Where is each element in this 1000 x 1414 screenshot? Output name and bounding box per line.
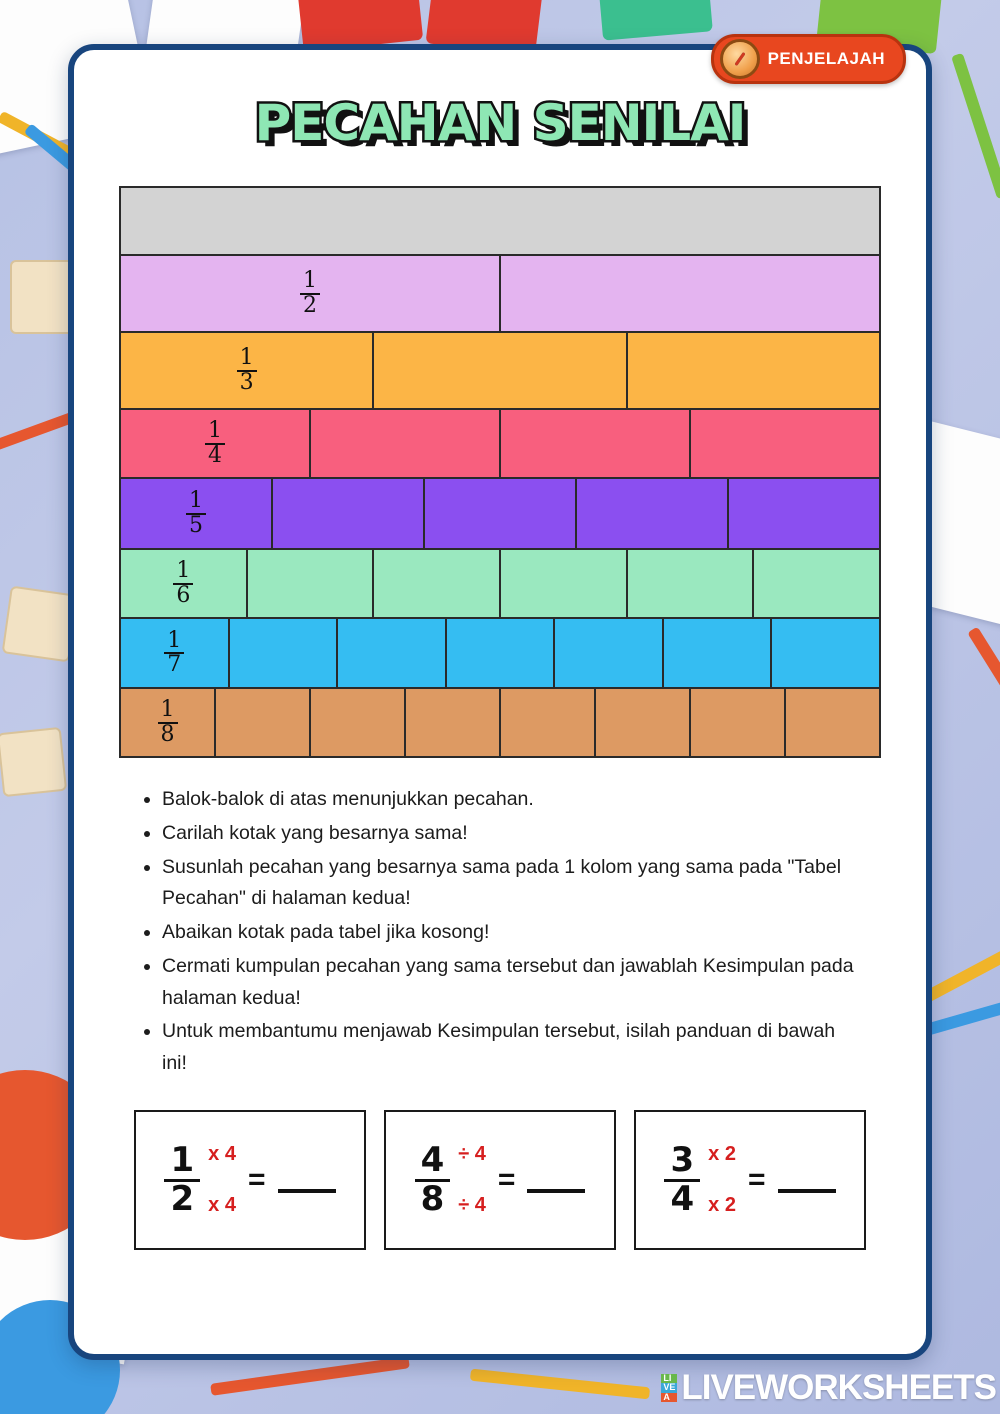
fraction-label: $\frac{1}{8}$ bbox=[158, 699, 178, 746]
fraction-cell[interactable] bbox=[121, 550, 248, 617]
bg-pencil bbox=[967, 626, 1000, 785]
fraction-label: $\frac{1}{5}$ bbox=[186, 490, 206, 537]
fraction-row bbox=[121, 479, 879, 550]
fraction-label: $\frac{1}{7}$ bbox=[164, 630, 184, 677]
bg-pencil bbox=[470, 1369, 650, 1400]
instructions-block bbox=[140, 784, 864, 1080]
liveworksheets-watermark bbox=[661, 1368, 996, 1408]
fraction-cell[interactable] bbox=[786, 689, 879, 756]
fraction-cell[interactable] bbox=[121, 188, 879, 254]
guide-fraction: $\frac{4}{8}$ bbox=[415, 1143, 451, 1217]
fraction-cell[interactable] bbox=[596, 689, 691, 756]
instruction-item: • Cermati kumpulan pecahan yang sama tersebut dan jawablah Kesimpulan pada halaman kedua! bbox=[162, 951, 864, 1015]
fraction-label: $\frac{1}{2}$ bbox=[300, 270, 320, 317]
fraction-wall bbox=[119, 186, 881, 758]
guide-box bbox=[634, 1110, 866, 1250]
instruction-item: • Susunlah pecahan yang besarnya sama pada 1 kolom yang sama pada "Tabel Pecahan" di halaman kedua! bbox=[162, 852, 864, 916]
page-title-wrap bbox=[74, 94, 926, 152]
guide-box bbox=[384, 1110, 616, 1250]
fraction-row bbox=[121, 550, 879, 619]
fraction-cell[interactable] bbox=[729, 479, 879, 548]
fraction-cell[interactable] bbox=[501, 256, 879, 331]
fraction-cell[interactable] bbox=[501, 689, 596, 756]
fraction-cell[interactable] bbox=[273, 479, 425, 548]
bg-pencil bbox=[210, 1356, 410, 1396]
guide-op-top: ÷ 4 bbox=[458, 1143, 486, 1166]
fraction-cell[interactable] bbox=[121, 479, 273, 548]
fraction-cell[interactable] bbox=[311, 689, 406, 756]
fraction-row bbox=[121, 619, 879, 689]
fraction-cell[interactable] bbox=[772, 619, 879, 687]
guide-fraction: $\frac{3}{4}$ bbox=[664, 1143, 700, 1217]
guide-operations bbox=[458, 1143, 486, 1217]
instruction-item: • Abaikan kotak pada tabel jika kosong! bbox=[162, 917, 864, 949]
fraction-row bbox=[121, 256, 879, 333]
fraction-cell[interactable] bbox=[121, 410, 311, 477]
fraction-cell[interactable] bbox=[425, 479, 577, 548]
fraction-cell[interactable] bbox=[230, 619, 339, 687]
fraction-cell[interactable] bbox=[121, 689, 216, 756]
fraction-label: $\frac{1}{4}$ bbox=[205, 420, 225, 467]
instruction-item: • Carilah kotak yang besarnya sama! bbox=[162, 818, 864, 850]
guide-answer-blank[interactable] bbox=[778, 1167, 836, 1193]
fraction-cell[interactable] bbox=[664, 619, 773, 687]
fraction-cell[interactable] bbox=[691, 689, 786, 756]
fraction-cell[interactable] bbox=[406, 689, 501, 756]
fraction-cell[interactable] bbox=[754, 550, 879, 617]
lw-logo-line: A bbox=[661, 1393, 677, 1402]
instruction-list bbox=[140, 784, 864, 1080]
fraction-row bbox=[121, 410, 879, 479]
fraction-row bbox=[121, 333, 879, 410]
fraction-cell[interactable] bbox=[121, 619, 230, 687]
guide-op-top: x 2 bbox=[708, 1143, 736, 1166]
page-title: PECAHAN SENILAI bbox=[254, 94, 746, 152]
fraction-cell[interactable] bbox=[374, 550, 501, 617]
guide-op-bottom: x 4 bbox=[208, 1194, 236, 1217]
bg-pencil bbox=[951, 53, 1000, 199]
fraction-cell[interactable] bbox=[691, 410, 879, 477]
guide-operations bbox=[708, 1143, 736, 1217]
fraction-label: $\frac{1}{6}$ bbox=[173, 560, 193, 607]
fraction-cell[interactable] bbox=[628, 333, 879, 408]
fraction-cell[interactable] bbox=[338, 619, 447, 687]
guide-operations bbox=[208, 1143, 236, 1217]
bg-letter-block bbox=[0, 727, 67, 797]
fraction-cell[interactable] bbox=[121, 333, 374, 408]
fraction-row bbox=[121, 188, 879, 256]
bg-letter-block bbox=[2, 586, 79, 663]
lw-logo-line: LI bbox=[661, 1374, 677, 1383]
fraction-cell[interactable] bbox=[501, 550, 628, 617]
lw-logo-line: VE bbox=[663, 1382, 676, 1393]
guide-answer-blank[interactable] bbox=[527, 1167, 585, 1193]
guide-fraction: $\frac{1}{2}$ bbox=[164, 1143, 200, 1217]
guide-op-bottom: ÷ 4 bbox=[458, 1194, 486, 1217]
fraction-label: $\frac{1}{3}$ bbox=[237, 347, 257, 394]
penjelajah-badge bbox=[711, 34, 906, 84]
fraction-cell[interactable] bbox=[577, 479, 729, 548]
fraction-cell[interactable] bbox=[311, 410, 501, 477]
guide-op-top: x 4 bbox=[208, 1143, 236, 1166]
fraction-cell[interactable] bbox=[248, 550, 375, 617]
fraction-cell[interactable] bbox=[501, 410, 691, 477]
instruction-item: • Untuk membantumu menjawab Kesimpulan tersebut, isilah panduan di bawah ini! bbox=[162, 1016, 864, 1080]
bg-card bbox=[597, 0, 713, 41]
fraction-cell[interactable] bbox=[447, 619, 556, 687]
fraction-row bbox=[121, 689, 879, 756]
lw-logo-icon bbox=[661, 1374, 677, 1402]
fraction-cell[interactable] bbox=[628, 550, 755, 617]
badge-label: PENJELAJAH bbox=[767, 49, 885, 68]
guide-answer-blank[interactable] bbox=[278, 1167, 336, 1193]
compass-icon bbox=[720, 39, 760, 79]
guide-equals-sign: = bbox=[747, 1163, 766, 1197]
guide-op-bottom: x 2 bbox=[708, 1194, 736, 1217]
guide-box bbox=[134, 1110, 366, 1250]
guide-boxes bbox=[134, 1110, 866, 1250]
fraction-cell[interactable] bbox=[121, 256, 501, 331]
fraction-cell[interactable] bbox=[216, 689, 311, 756]
fraction-cell[interactable] bbox=[555, 619, 664, 687]
fraction-cell[interactable] bbox=[374, 333, 627, 408]
guide-equals-sign: = bbox=[247, 1163, 266, 1197]
instruction-item: • Balok-balok di atas menunjukkan pecahan. bbox=[162, 784, 864, 816]
worksheet-sheet bbox=[68, 44, 932, 1360]
lw-logo-text: LIVEWORKSHEETS bbox=[681, 1368, 996, 1407]
guide-equals-sign: = bbox=[497, 1163, 516, 1197]
